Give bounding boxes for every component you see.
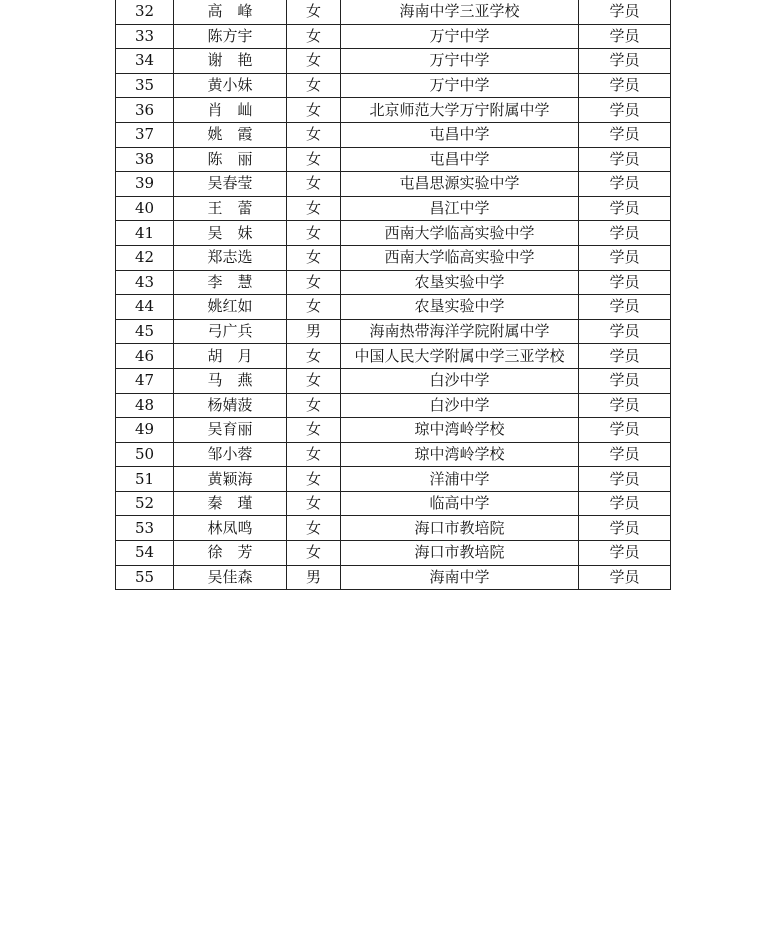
member-gender: 女 xyxy=(287,418,341,443)
member-role: 学员 xyxy=(579,0,671,24)
member-role: 学员 xyxy=(579,467,671,492)
member-role: 学员 xyxy=(579,73,671,98)
member-school: 农垦实验中学 xyxy=(341,295,579,320)
table-row xyxy=(116,418,671,443)
member-school: 临高中学 xyxy=(341,491,579,516)
member-school: 屯昌中学 xyxy=(341,147,579,172)
table-row xyxy=(116,442,671,467)
member-name: 吴 妹 xyxy=(174,221,287,246)
member-school: 西南大学临高实验中学 xyxy=(341,245,579,270)
member-role: 学员 xyxy=(579,147,671,172)
row-number: 42 xyxy=(116,245,174,270)
member-role: 学员 xyxy=(579,368,671,393)
member-school: 万宁中学 xyxy=(341,49,579,74)
member-role: 学员 xyxy=(579,245,671,270)
member-gender: 女 xyxy=(287,0,341,24)
member-gender: 男 xyxy=(287,565,341,590)
row-number: 46 xyxy=(116,344,174,369)
member-school: 北京师范大学万宁附属中学 xyxy=(341,98,579,123)
member-name: 弓广兵 xyxy=(174,319,287,344)
member-school: 海南热带海洋学院附属中学 xyxy=(341,319,579,344)
row-number: 41 xyxy=(116,221,174,246)
member-school: 屯昌中学 xyxy=(341,122,579,147)
member-role: 学员 xyxy=(579,270,671,295)
member-gender: 女 xyxy=(287,270,341,295)
member-name: 邹小蓉 xyxy=(174,442,287,467)
member-school: 白沙中学 xyxy=(341,368,579,393)
member-school: 万宁中学 xyxy=(341,24,579,49)
member-gender: 女 xyxy=(287,491,341,516)
member-name: 胡 月 xyxy=(174,344,287,369)
member-name: 吴育丽 xyxy=(174,418,287,443)
member-role: 学员 xyxy=(579,418,671,443)
row-number: 48 xyxy=(116,393,174,418)
table-row xyxy=(116,467,671,492)
table-row xyxy=(116,319,671,344)
member-school: 白沙中学 xyxy=(341,393,579,418)
table-row xyxy=(116,98,671,123)
member-role: 学员 xyxy=(579,221,671,246)
member-gender: 女 xyxy=(287,98,341,123)
member-name: 徐 芳 xyxy=(174,541,287,566)
table-row xyxy=(116,196,671,221)
member-name: 肖 屾 xyxy=(174,98,287,123)
member-role: 学员 xyxy=(579,565,671,590)
member-gender: 女 xyxy=(287,49,341,74)
member-name: 郑志选 xyxy=(174,245,287,270)
row-number: 49 xyxy=(116,418,174,443)
table-row xyxy=(116,270,671,295)
table-row xyxy=(116,73,671,98)
row-number: 40 xyxy=(116,196,174,221)
member-role: 学员 xyxy=(579,295,671,320)
member-role: 学员 xyxy=(579,393,671,418)
member-gender: 女 xyxy=(287,196,341,221)
member-gender: 女 xyxy=(287,295,341,320)
roster-table xyxy=(115,0,671,590)
member-gender: 女 xyxy=(287,172,341,197)
row-number: 55 xyxy=(116,565,174,590)
member-role: 学员 xyxy=(579,49,671,74)
member-gender: 女 xyxy=(287,393,341,418)
table-row xyxy=(116,344,671,369)
member-role: 学员 xyxy=(579,172,671,197)
member-gender: 女 xyxy=(287,368,341,393)
table-row xyxy=(116,565,671,590)
member-gender: 男 xyxy=(287,319,341,344)
member-gender: 女 xyxy=(287,442,341,467)
member-role: 学员 xyxy=(579,442,671,467)
table-row xyxy=(116,295,671,320)
member-school: 海南中学三亚学校 xyxy=(341,0,579,24)
row-number: 47 xyxy=(116,368,174,393)
member-gender: 女 xyxy=(287,73,341,98)
row-number: 36 xyxy=(116,98,174,123)
member-role: 学员 xyxy=(579,541,671,566)
member-gender: 女 xyxy=(287,221,341,246)
row-number: 33 xyxy=(116,24,174,49)
table-row xyxy=(116,516,671,541)
member-role: 学员 xyxy=(579,24,671,49)
member-school: 海口市教培院 xyxy=(341,541,579,566)
row-number: 43 xyxy=(116,270,174,295)
row-number: 51 xyxy=(116,467,174,492)
row-number: 52 xyxy=(116,491,174,516)
member-school: 海南中学 xyxy=(341,565,579,590)
row-number: 32 xyxy=(116,0,174,24)
member-school: 琼中湾岭学校 xyxy=(341,418,579,443)
member-name: 林凤鸣 xyxy=(174,516,287,541)
member-name: 王 蕾 xyxy=(174,196,287,221)
table-row xyxy=(116,368,671,393)
member-name: 吴佳森 xyxy=(174,565,287,590)
row-number: 39 xyxy=(116,172,174,197)
member-gender: 女 xyxy=(287,147,341,172)
table-row xyxy=(116,221,671,246)
member-name: 姚红如 xyxy=(174,295,287,320)
row-number: 50 xyxy=(116,442,174,467)
row-number: 54 xyxy=(116,541,174,566)
member-name: 李 慧 xyxy=(174,270,287,295)
member-school: 屯昌思源实验中学 xyxy=(341,172,579,197)
table-row xyxy=(116,0,671,24)
member-name: 吴春莹 xyxy=(174,172,287,197)
member-gender: 女 xyxy=(287,245,341,270)
member-role: 学员 xyxy=(579,98,671,123)
table-row xyxy=(116,245,671,270)
member-school: 昌江中学 xyxy=(341,196,579,221)
member-name: 高 峰 xyxy=(174,0,287,24)
row-number: 38 xyxy=(116,147,174,172)
member-gender: 女 xyxy=(287,24,341,49)
table-row xyxy=(116,172,671,197)
row-number: 35 xyxy=(116,73,174,98)
member-gender: 女 xyxy=(287,467,341,492)
member-gender: 女 xyxy=(287,541,341,566)
member-name: 秦 瑾 xyxy=(174,491,287,516)
row-number: 53 xyxy=(116,516,174,541)
member-gender: 女 xyxy=(287,344,341,369)
member-role: 学员 xyxy=(579,516,671,541)
table-row xyxy=(116,541,671,566)
member-role: 学员 xyxy=(579,491,671,516)
table-row xyxy=(116,122,671,147)
member-name: 杨婧菠 xyxy=(174,393,287,418)
row-number: 44 xyxy=(116,295,174,320)
member-school: 万宁中学 xyxy=(341,73,579,98)
member-name: 黄颖海 xyxy=(174,467,287,492)
table-row xyxy=(116,49,671,74)
member-gender: 女 xyxy=(287,122,341,147)
member-name: 姚 霞 xyxy=(174,122,287,147)
member-name: 陈 丽 xyxy=(174,147,287,172)
member-school: 中国人民大学附属中学三亚学校 xyxy=(341,344,579,369)
table-row xyxy=(116,147,671,172)
member-school: 西南大学临高实验中学 xyxy=(341,221,579,246)
roster-table-body xyxy=(116,0,671,590)
member-role: 学员 xyxy=(579,344,671,369)
member-name: 谢 艳 xyxy=(174,49,287,74)
row-number: 34 xyxy=(116,49,174,74)
member-school: 海口市教培院 xyxy=(341,516,579,541)
row-number: 45 xyxy=(116,319,174,344)
member-name: 黄小妹 xyxy=(174,73,287,98)
member-role: 学员 xyxy=(579,122,671,147)
table-row xyxy=(116,393,671,418)
member-gender: 女 xyxy=(287,516,341,541)
member-role: 学员 xyxy=(579,319,671,344)
table-row xyxy=(116,24,671,49)
member-role: 学员 xyxy=(579,196,671,221)
table-row xyxy=(116,491,671,516)
member-school: 琼中湾岭学校 xyxy=(341,442,579,467)
member-school: 农垦实验中学 xyxy=(341,270,579,295)
member-name: 陈方宇 xyxy=(174,24,287,49)
row-number: 37 xyxy=(116,122,174,147)
member-name: 马 燕 xyxy=(174,368,287,393)
member-school: 洋浦中学 xyxy=(341,467,579,492)
